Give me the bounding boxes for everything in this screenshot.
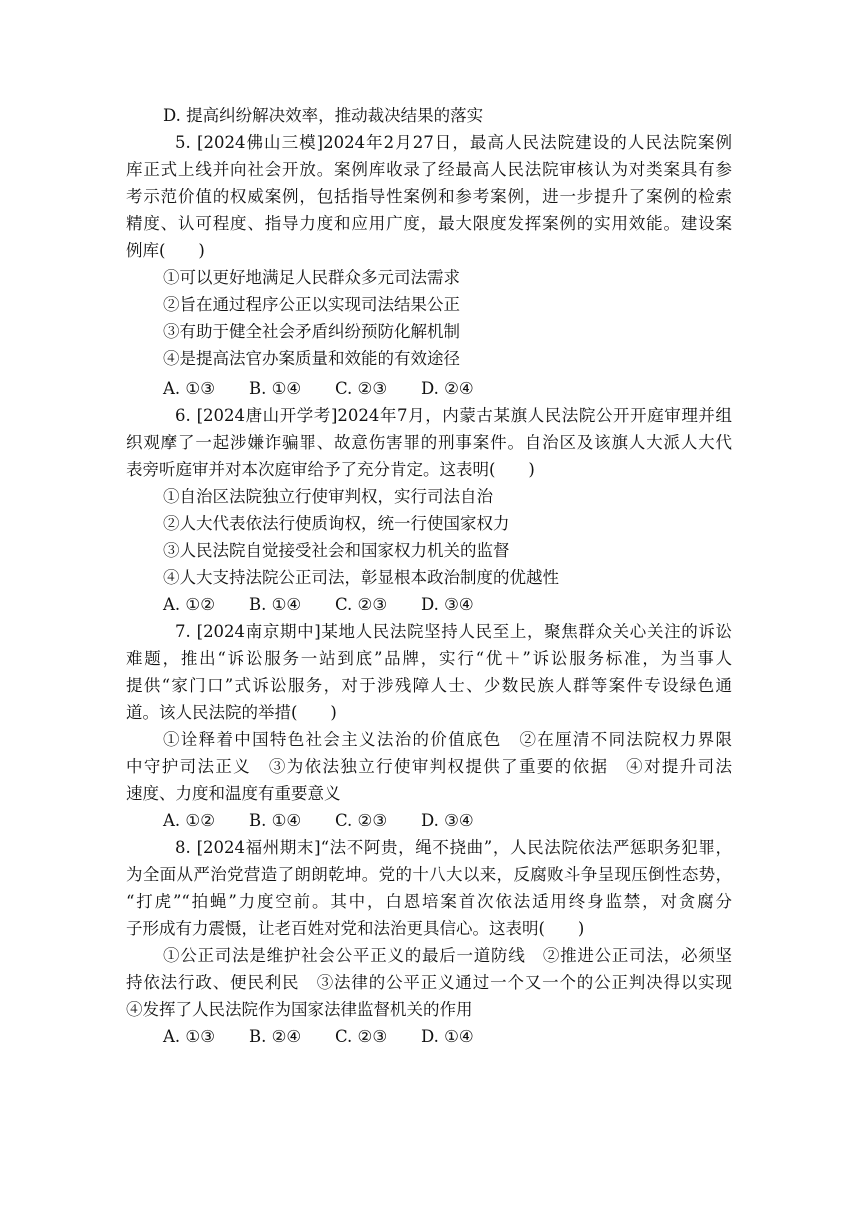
q5-option-a[interactable]: A. ①③ [163, 379, 215, 398]
q8-stem-line-4: 子形成有力震慑，让老百姓对党和法治更具信心。这表明( ) [126, 919, 585, 938]
q5-stem-line-4: 精度、认可程度、指导力度和应用广度，最大限度发挥案例的实用效能。建设案 [126, 214, 732, 233]
q5-option-b[interactable]: B. ①④ [249, 379, 302, 398]
q5-stem-line-5: 例库( ) [126, 241, 205, 260]
q7-stem-line-1: 7. [2024南京期中]某地人民法院坚持人民至上，聚焦群众关心关注的诉讼 [175, 622, 732, 641]
q5-option-d[interactable]: D. ②④ [421, 379, 474, 398]
q5-stem-line-3: 考示范价值的权威案例，包括指导性案例和参考案例，进一步提升了案例的检索 [126, 187, 732, 206]
q6-option-c[interactable]: C. ②③ [335, 595, 388, 614]
q8-option-c[interactable]: C. ②③ [335, 1027, 388, 1046]
q6-stem-line-3: 表旁听庭审并对本次庭审给予了充分肯定。这表明( ) [126, 460, 535, 479]
q7-options [163, 807, 507, 834]
q6-statement-3: ③人民法院自觉接受社会和国家权力机关的监督 [163, 541, 510, 560]
q8-options [163, 1023, 507, 1050]
q4-option-d: D. 提高纠纷解决效率，推动裁决结果的落实 [163, 106, 484, 125]
q8-option-a[interactable]: A. ①③ [163, 1027, 215, 1046]
q6-option-a[interactable]: A. ①② [163, 595, 215, 614]
q5-statement-3: ③有助于健全社会矛盾纠纷预防化解机制 [163, 322, 460, 341]
q7-option-d[interactable]: D. ③④ [421, 811, 474, 830]
q5-option-c[interactable]: C. ②③ [335, 379, 388, 398]
q7-option-a[interactable]: A. ①② [163, 811, 215, 830]
q8-stem-line-3: “打虎”“拍蝇”力度空前。其中，白恩培案首次依法适用终身监禁，对贪腐分 [126, 892, 732, 911]
q8-option-d[interactable]: D. ①④ [421, 1027, 474, 1046]
q5-statement-2: ②旨在通过程序公正以实现司法结果公正 [163, 295, 460, 314]
q7-stem-line-3: 提供“家门口”式诉讼服务，对于涉残障人士、少数民族人群等案件专设绿色通 [126, 676, 732, 695]
q8-statements-line-1: ①公正司法是维护社会公平正义的最后一道防线 ②推进公正司法，必须坚 [163, 946, 732, 965]
q8-option-b[interactable]: B. ②④ [249, 1027, 302, 1046]
q6-statement-4: ④人大支持法院公正司法，彰显根本政治制度的优越性 [163, 568, 559, 587]
q8-stem-line-2: 为全面从严治党营造了朗朗乾坤。党的十八大以来，反腐败斗争呈现压倒性态势， [126, 865, 732, 884]
q6-stem-line-2: 织观摩了一起涉嫌诈骗罪、故意伤害罪的刑事案件。自治区及该旗人大派人大代 [126, 433, 732, 452]
q6-statement-2: ②人大代表依法行使质询权，统一行使国家权力 [163, 514, 510, 533]
q8-statements-line-3: ④发挥了人民法院作为国家法律监督机关的作用 [126, 1000, 473, 1019]
q7-option-c[interactable]: C. ②③ [335, 811, 388, 830]
q7-option-b[interactable]: B. ①④ [249, 811, 302, 830]
q6-stem-line-1: 6. [2024唐山开学考]2024年7月，内蒙古某旗人民法院公开开庭审理并组 [175, 406, 732, 425]
q5-stem-line-1: 5. [2024佛山三模]2024年2月27日，最高人民法院建设的人民法院案例 [175, 133, 732, 152]
q5-stem-line-2: 库正式上线并向社会开放。案例库收录了经最高人民法院审核认为对类案具有参 [126, 160, 732, 179]
q5-statement-4: ④是提高法官办案质量和效能的有效途径 [163, 349, 460, 368]
q6-option-d[interactable]: D. ③④ [421, 595, 474, 614]
q7-statements-line-1: ①诠释着中国特色社会主义法治的价值底色 ②在厘清不同法院权力界限 [163, 730, 732, 749]
q7-stem-line-4: 道。该人民法院的举措( ) [126, 703, 337, 722]
q6-options [163, 591, 507, 618]
q7-statements-line-3: 速度、力度和温度有重要意义 [126, 784, 341, 803]
q6-option-b[interactable]: B. ①④ [249, 595, 302, 614]
q7-statements-line-2: 中守护司法正义 ③为依法独立行使审判权提供了重要的依据 ④对提升司法 [126, 757, 732, 776]
q7-stem-line-2: 难题，推出“诉讼服务一站到底”品牌，实行“优＋”诉讼服务标准，为当事人 [126, 649, 732, 668]
q8-statements-line-2: 持依法行政、便民利民 ③法律的公平正义通过一个又一个的公正判决得以实现 [126, 973, 732, 992]
q6-statement-1: ①自治区法院独立行使审判权，实行司法自治 [163, 487, 493, 506]
q8-stem-line-1: 8. [2024福州期末]“法不阿贵，绳不挠曲”，人民法院依法严惩职务犯罪， [175, 838, 732, 857]
q5-statement-1: ①可以更好地满足人民群众多元司法需求 [163, 268, 460, 287]
q5-options [163, 375, 507, 402]
